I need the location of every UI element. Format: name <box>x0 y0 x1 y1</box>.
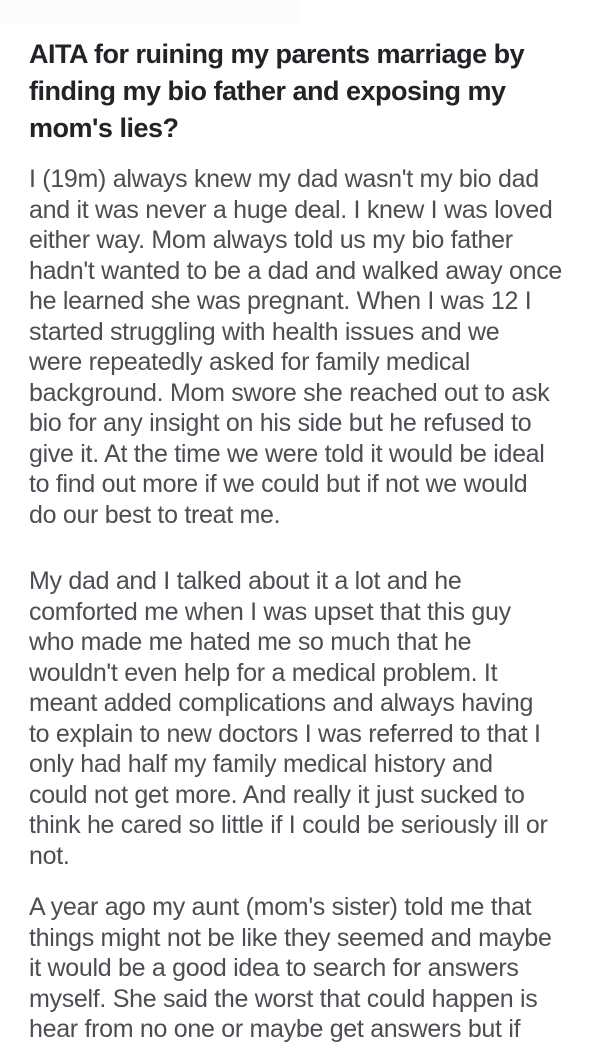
text-line: think he cared so little if I could be seriously ill or <box>29 811 548 839</box>
post-paragraph-3 <box>29 892 601 1045</box>
text-line: things might not be like they seemed and maybe <box>29 923 552 952</box>
text-line: finding my bio father and exposing my <box>29 76 506 106</box>
post-paragraph-2 <box>29 566 601 871</box>
text-line: started struggling with health issues and we <box>29 317 500 346</box>
text-line: do our best to treat me. <box>29 500 281 529</box>
text-line: could not get more. And really it just sucked to <box>29 780 525 809</box>
text-line: I (19m) always knew my dad wasn't my bio dad <box>29 165 539 193</box>
text-line: bio for any insight on his side but he refused to <box>29 409 532 437</box>
text-line: and it was never a huge deal. I knew I was loved <box>29 195 553 224</box>
post-paragraph-1 <box>29 164 601 530</box>
top-edge-artifact <box>0 0 300 24</box>
text-line: give it. At the time we were told it would be ideal <box>29 439 545 468</box>
text-line: were repeatedly asked for family medical <box>29 348 470 376</box>
text-line: who made me hated me so much that he <box>29 628 472 656</box>
text-line: to explain to new doctors I was referred to that I <box>29 719 541 748</box>
text-line: background. Mom swore she reached out to ask <box>29 378 550 407</box>
text-line: comforted me when I was upset that this guy <box>29 597 511 626</box>
text-line: My dad and I talked about it a lot and he <box>29 567 462 595</box>
text-line: myself. She said the worst that could happen is <box>29 984 538 1013</box>
text-line: he learned she was pregnant. When I was 12 I <box>29 287 532 315</box>
text-line: AITA for ruining my parents marriage by <box>29 39 525 69</box>
text-line: only had half my family medical history and <box>29 750 493 778</box>
text-line: hadn't wanted to be a dad and walked away once <box>29 256 563 285</box>
text-line: A year ago my aunt (mom's sister) told me that <box>29 893 532 921</box>
text-line: it would be a good idea to search for answers <box>29 954 519 982</box>
text-line: hear from no one or maybe get answers but if <box>29 1015 521 1043</box>
text-line: mom's lies? <box>29 113 179 143</box>
text-line: to find out more if we could but if not we would <box>29 470 528 498</box>
text-line: wouldn't even help for a medical problem. It <box>29 658 498 687</box>
text-line: meant added complications and always having <box>29 689 534 717</box>
text-line: either way. Mom always told us my bio father <box>29 226 513 254</box>
post-title <box>29 36 589 147</box>
text-line: not. <box>29 841 70 870</box>
